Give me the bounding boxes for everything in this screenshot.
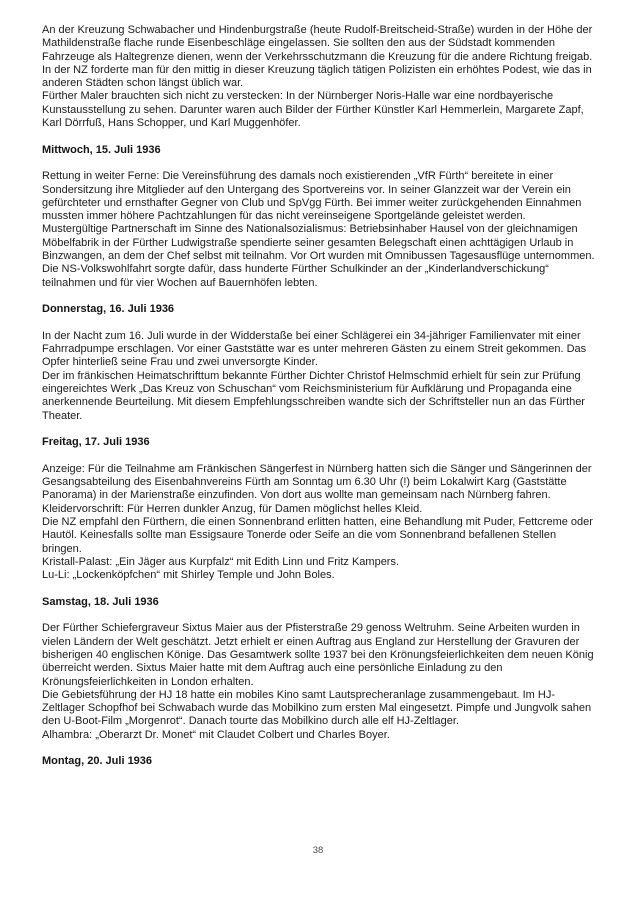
paragraph: Rettung in weiter Ferne: Die Vereinsführung des damals noch existierenden „VfR Fürth“ bereitete in einer Sondersitzung ihre Mitglieder auf den Untergang des Sportvereins vor. In seiner Glanzzeit war der Verein ein gefürchteter und ernsthafter Gegner von Club und SpVgg Fürth. Bei immer weiter zurückgehenden Einnahmen mussten immer höhere Pachtzahlungen für das nicht vereinseigene Sportgelände geleistet werden. (42, 170, 582, 223)
day-heading: Freitag, 17. Juli 1936 (42, 436, 150, 449)
day-heading: Montag, 20. Juli 1936 (42, 755, 153, 768)
paragraph: Die Gebietsführung der HJ 18 hatte ein mobiles Kino samt Lautsprecheranlage zusammengebaut. Im HJ-Zeltlager Schopfhof bei Schwabach wurde das Mobilkino zum ersten Mal eingesetzt. Pimpfe und Jungvolk sahen den U-Boot-Film „Morgenrot“. Danach tourte das Mobilkino durch alle elf HJ-Zeltlager. (42, 688, 592, 728)
paragraph: Alhambra: „Oberarzt Dr. Monet“ mit Claudet Colbert und Charles Boyer. (42, 728, 390, 741)
paragraph: An der Kreuzung Schwabacher und Hindenburgstraße (heute Rudolf-Breitscheid-Straße) wurden in der Höhe der Mathildenstraße flache runde Eisenbeschläge eingelassen. Sie sollten den aus der Südstadt kommenden Fahrzeuge als Haltegrenze dienen, wenn der Verkehrsschutzmann die Kreuzung für die andere Richtung freigab. In der NZ forderte man für den mittig in dieser Kreuzung täglich tätigen Polizisten ein erhöhtes Podest, wie das in anderen Städten schon längst üblich war. (42, 24, 593, 90)
paragraph: Der im fränkischen Heimatschrifttum bekannte Fürther Dichter Christof Helmschmid erhielt für sein zur Prüfung eingereichtes Werk „Das Kreuz von Schuschan“ vom Reichsministerium für Aufklärung und Propaganda eine anerkennende Beurteilung. Mit diesem Empfehlungsschreiben wandte sich der Schriftsteller nun an das Fürther Theater. (42, 369, 585, 422)
paragraph: Fürther Maler brauchten sich nicht zu verstecken: In der Nürnberger Noris-Halle war eine nordbayerische Kunstausstellung zu sehen. Darunter waren auch Bilder der Fürther Künstler Karl Hemmerlein, Margarete Zapf, Karl Dörrfuß, Hans Schopper, und Karl Muggenhöfer. (42, 90, 584, 130)
paragraph: In der Nacht zum 16. Juli wurde in der Widderstaße bei einer Schlägerei ein 34-jähriger Familienvater mit einer Fahrradpumpe erschlagen. Vor einer Gaststätte war es unter mehreren Gästen zu einem Streit gekommen. Das Opfer hinterließ seine Frau und zwei unversorgte Kinder. (42, 329, 587, 369)
page-number: 38 (312, 845, 324, 856)
paragraph: Der Fürther Schiefergraveur Sixtus Maier aus der Pfisterstraße 29 genoss Weltruhm. Seine Arbeiten wurden in vielen Ländern der Welt geschätzt. Jetzt erhielt er einen Auftrag aus England zur Herstellung der Gravuren der bisherigen 40 englischen Könige. Das Gesamtwerk sollte 1937 bei den Krönungsfeierlichkeiten dem neuen König überreicht werden. Sixtus Maier hatte mit dem Auftrag auch eine persönliche Einladung zu den Krönungsfeierlichkeiten in London erhalten. (42, 622, 594, 688)
paragraph: Anzeige: Für die Teilnahme am Fränkischen Sängerfest in Nürnberg hatten sich die Sänger und Sängerinnen der Gesangsabteilung des Eisenbahnvereins Fürth am Sonntag um 6.30 Uhr (!) beim Lokalwirt Karg (Gaststätte Panorama) in der Marienstraße einzufinden. Von dort aus wollte man gemeinsam nach Nürnberg fahren. Kleidervorschrift: Für Herren dunkler Anzug, für Damen möglichst helles Kleid. (42, 462, 592, 515)
document-content (42, 24, 596, 782)
day-heading: Samstag, 18. Juli 1936 (42, 595, 159, 608)
day-heading: Mittwoch, 15. Juli 1936 (42, 143, 161, 156)
paragraph: Mustergültige Partnerschaft im Sinne des Nationalsozialismus: Betriebsinhaber Hausel von der gleichnamigen Möbelfabrik in der Fürther Ludwigstraße spendierte seiner gesamten Belegschaft einen achttägigen Urlaub in Binzwangen, an dem der Chef selbst mit teilnahm. Vor Ort wurden mit Omnibussen Tagesausflüge unternommen. (42, 223, 595, 263)
paragraph: Die NZ empfahl den Fürthern, die einen Sonnenbrand erlitten hatten, eine Behandlung mit Puder, Fettcreme oder Hautöl. Keinesfalls sollte man Essigsaure Tonerde oder Seife an die vom Sonnenbrand befallenen Stellen bringen. (42, 515, 593, 555)
paragraph: Kristall-Palast: „Ein Jäger aus Kurpfalz“ mit Edith Linn und Fritz Kampers. (42, 555, 400, 568)
day-heading: Donnerstag, 16. Juli 1936 (42, 303, 175, 316)
paragraph: Die NS-Volkswohlfahrt sorgte dafür, dass hunderte Fürther Schulkinder an der „Kinderlandverschickung“ teilnahmen und für vier Wochen auf Bauernhöfen lebten. (42, 263, 549, 289)
paragraph: Lu-Li: „Lockenköpfchen“ mit Shirley Temple und John Boles. (42, 569, 335, 582)
